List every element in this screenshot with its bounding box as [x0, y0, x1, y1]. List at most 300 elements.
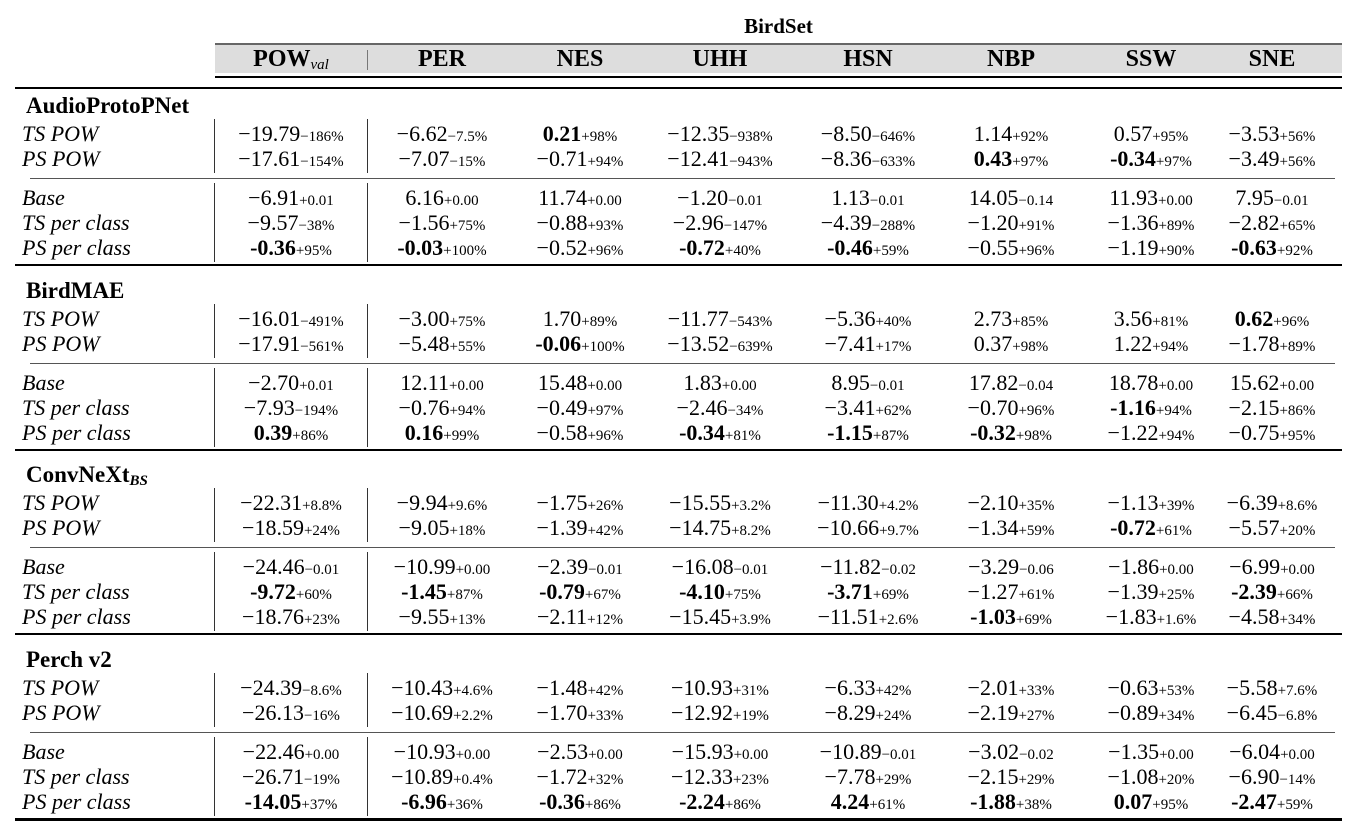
cell-value: −6.62: [396, 121, 448, 146]
cell-delta-subscript: +32%: [587, 772, 624, 788]
cell-value: −7.78: [824, 764, 876, 789]
cell-delta-subscript: +56%: [1279, 154, 1316, 170]
cell-value: −10.89: [819, 739, 882, 764]
cell-value: −6.04: [1229, 739, 1281, 764]
table-cell: [367, 235, 517, 264]
column-header-pow-val: [221, 45, 361, 73]
table-cell: [645, 331, 795, 360]
cell-delta-subscript: +89%: [1158, 218, 1195, 234]
cell-delta-subscript: +67%: [584, 587, 621, 603]
cell-value: −6.45: [1226, 700, 1278, 725]
cell-value: 3.56: [1113, 306, 1153, 331]
cell-value: −9.05: [398, 515, 450, 540]
column-header-nbp: [941, 45, 1081, 73]
cell-value: −8.50: [820, 121, 872, 146]
cell-delta-subscript: +0.00: [733, 747, 769, 763]
table-cell: [1197, 515, 1347, 544]
cell-value: −0.75: [1228, 420, 1280, 445]
cell-delta-subscript: +40%: [875, 314, 912, 330]
cell-value: -0.79: [539, 579, 585, 604]
cell-value: −5.57: [1228, 515, 1280, 540]
cell-value: −3.02: [968, 739, 1020, 764]
cell-value: −9.57: [247, 210, 299, 235]
cell-delta-subscript: +95%: [1152, 797, 1189, 813]
column-header-ssw: [1081, 45, 1221, 73]
table-cell: [216, 235, 366, 264]
column-separator: [214, 737, 215, 816]
table-cell: [505, 515, 655, 544]
cell-delta-subscript: +19%: [732, 708, 769, 724]
cell-delta-subscript: +7.6%: [1277, 683, 1318, 699]
cell-delta-subscript: +33%: [587, 708, 624, 724]
column-header-label: HSN: [843, 46, 893, 72]
cell-delta-subscript: +39%: [1158, 498, 1195, 514]
cell-value: −5.36: [824, 306, 876, 331]
table-cell: [645, 515, 795, 544]
cell-delta-subscript: +86%: [1279, 403, 1316, 419]
column-separator: [367, 552, 368, 631]
table-cell: [645, 789, 795, 818]
cell-value: 1.14: [973, 121, 1013, 146]
table-cell: [645, 700, 795, 729]
column-separator: [367, 488, 368, 542]
row-label: PS per class: [22, 604, 131, 629]
cell-value: -1.03: [970, 604, 1016, 629]
cell-value: −13.52: [667, 331, 730, 356]
cell-value: -0.34: [1110, 146, 1156, 171]
cell-delta-subscript: +69%: [872, 587, 909, 603]
cell-value: −4.58: [1228, 604, 1280, 629]
cell-delta-subscript: −14%: [1279, 772, 1316, 788]
table-cell: [1197, 604, 1347, 633]
cell-value: −18.76: [242, 604, 304, 629]
cell-delta-subscript: +20%: [1158, 772, 1195, 788]
column-header-uhh: [650, 45, 790, 73]
table-cell: [216, 700, 366, 729]
cell-delta-subscript: +59%: [1276, 797, 1313, 813]
table-cell: [1197, 331, 1347, 360]
table-cell: [793, 515, 943, 544]
table-cell: [505, 789, 655, 818]
column-header-hsn: [798, 45, 938, 73]
row-label: Base: [22, 185, 65, 210]
cell-delta-subscript: +94%: [1152, 339, 1189, 355]
model-name: ConvNeXt: [26, 462, 130, 487]
row-label: TS per class: [22, 395, 130, 420]
cell-delta-subscript: +86%: [724, 797, 761, 813]
cell-delta-subscript: −6.8%: [1277, 708, 1318, 724]
cell-value: −0.55: [967, 235, 1019, 260]
cell-value: −0.88: [536, 210, 588, 235]
cell-value: −3.53: [1228, 121, 1280, 146]
cell-value: -0.32: [970, 420, 1016, 445]
cell-delta-subscript: +9.7%: [879, 523, 919, 539]
cell-value: −1.75: [536, 490, 588, 515]
row-label: Base: [22, 739, 65, 764]
cell-delta-subscript: +42%: [875, 683, 912, 699]
group-rule: [15, 449, 1342, 451]
row-label: PS per class: [22, 235, 131, 260]
cell-delta-subscript: +0.00: [448, 378, 484, 394]
cell-value: −6.39: [1226, 490, 1278, 515]
table-cell: [367, 515, 517, 544]
cell-delta-subscript: −0.14: [1018, 193, 1054, 209]
cell-value: −2.46: [676, 395, 728, 420]
table-cell: [505, 700, 655, 729]
column-separator: [214, 304, 215, 358]
cell-delta-subscript: +62%: [875, 403, 912, 419]
table-cell: [505, 331, 655, 360]
cell-value: 6.16: [405, 185, 444, 210]
cell-value: -0.36: [250, 235, 296, 260]
cell-delta-subscript: +0.00: [1157, 193, 1193, 209]
row-label: PS per class: [22, 420, 131, 445]
table-cell: [367, 331, 517, 360]
cell-value: −1.48: [536, 675, 588, 700]
table-cell: [936, 146, 1086, 175]
table-title: BirdSet: [744, 14, 813, 38]
cell-delta-subscript: +56%: [1279, 129, 1316, 145]
model-name: AudioProtoPNet: [26, 93, 190, 118]
cell-delta-subscript: −16%: [303, 708, 340, 724]
table-cell: [216, 420, 366, 449]
cell-value: 14.05: [968, 185, 1019, 210]
cell-value: −2.82: [1228, 210, 1280, 235]
cell-delta-subscript: +9.6%: [447, 498, 488, 514]
cell-delta-subscript: −0.01: [1273, 193, 1309, 209]
cell-value: −6.90: [1228, 764, 1280, 789]
cell-value: −24.39: [240, 675, 303, 700]
cell-value: −5.58: [1226, 675, 1278, 700]
cell-value: 0.21: [542, 121, 582, 146]
cell-delta-subscript: −8.6%: [302, 683, 342, 699]
cell-value: −10.43: [391, 675, 454, 700]
table-cell: [645, 235, 795, 264]
cell-delta-subscript: +29%: [875, 772, 912, 788]
cell-delta-subscript: +31%: [732, 683, 769, 699]
cell-value: −1.13: [1107, 490, 1159, 515]
section-rule: [30, 178, 1335, 179]
cell-value: −12.33: [671, 764, 733, 789]
cell-value: -2.47: [1231, 789, 1277, 814]
row-label: Base: [22, 370, 65, 395]
cell-delta-subscript: +53%: [1158, 683, 1195, 699]
cell-delta-subscript: −186%: [300, 129, 344, 145]
cell-delta-subscript: −194%: [294, 403, 339, 419]
cell-delta-subscript: +55%: [449, 339, 486, 355]
cell-delta-subscript: +23%: [303, 612, 340, 628]
cell-delta-subscript: −646%: [871, 129, 916, 145]
row-label: TS per class: [22, 764, 130, 789]
cell-value: -0.36: [539, 789, 585, 814]
cell-delta-subscript: +95%: [295, 243, 332, 259]
cell-value: −7.93: [243, 395, 295, 420]
cell-value: −9.55: [398, 604, 450, 629]
row-label: PS POW: [22, 700, 100, 725]
table-cell: [216, 331, 366, 360]
cell-delta-subscript: −491%: [300, 314, 344, 330]
cell-delta-subscript: −543%: [728, 314, 773, 330]
cell-value: −0.71: [536, 146, 588, 171]
table-cell: [936, 235, 1086, 264]
column-separator: [214, 488, 215, 542]
cell-delta-subscript: +95%: [1279, 428, 1316, 444]
cell-delta-subscript: +18%: [449, 523, 486, 539]
cell-value: 7.95: [1235, 185, 1274, 210]
column-separator: [214, 183, 215, 262]
cell-value: −12.41: [667, 146, 730, 171]
cell-value: −26.71: [242, 764, 304, 789]
cell-value: 0.07: [1113, 789, 1153, 814]
cell-value: −0.76: [398, 395, 450, 420]
cell-value: 12.11: [400, 370, 449, 395]
cell-delta-subscript: +99%: [443, 428, 480, 444]
table-cell: [505, 604, 655, 633]
cell-value: 11.93: [1109, 185, 1158, 210]
cell-value: −1.27: [967, 579, 1019, 604]
cell-value: -1.45: [401, 579, 447, 604]
table-cell: [936, 604, 1086, 633]
cell-value: −11.77: [667, 306, 729, 331]
cell-value: −2.39: [537, 554, 589, 579]
table-cell: [367, 789, 517, 818]
cell-delta-subscript: +94%: [1158, 428, 1195, 444]
cell-delta-subscript: +97%: [587, 403, 624, 419]
cell-value: −11.82: [820, 554, 882, 579]
cell-value: −2.10: [967, 490, 1019, 515]
model-name: Perch v2: [26, 647, 112, 672]
cell-delta-subscript: −0.01: [733, 562, 769, 578]
column-header-per: [372, 45, 512, 73]
cell-value: −2.01: [967, 675, 1019, 700]
cell-value: −26.13: [242, 700, 304, 725]
cell-delta-subscript: +12%: [587, 612, 624, 628]
cell-delta-subscript: +4.6%: [453, 683, 493, 699]
cell-value: −18.59: [242, 515, 304, 540]
group-rule: [15, 633, 1342, 635]
column-separator: [214, 552, 215, 631]
cell-value: -6.96: [401, 789, 447, 814]
cell-value: -3.71: [827, 579, 873, 604]
cell-value: 17.82: [968, 370, 1019, 395]
model-group-title: [26, 93, 189, 119]
cell-delta-subscript: −0.01: [304, 562, 340, 578]
cell-delta-subscript: +3.2%: [731, 498, 771, 514]
cell-value: −1.19: [1107, 235, 1159, 260]
table-cell: [793, 235, 943, 264]
column-separator: [214, 673, 215, 727]
cell-delta-subscript: +94%: [1155, 403, 1192, 419]
cell-value: -0.46: [827, 235, 873, 260]
cell-value: −15.45: [669, 604, 732, 629]
cell-delta-subscript: +3.9%: [731, 612, 771, 628]
cell-value: −1.83: [1105, 604, 1157, 629]
cell-value: −3.41: [824, 395, 876, 420]
table-cell: [367, 700, 517, 729]
cell-value: −2.11: [536, 604, 588, 629]
cell-delta-subscript: +60%: [295, 587, 332, 603]
cell-value: −1.34: [967, 515, 1019, 540]
cell-value: 15.48: [537, 370, 588, 395]
table-cell: [793, 331, 943, 360]
cell-delta-subscript: +100%: [581, 339, 625, 355]
cell-delta-subscript: +91%: [1018, 218, 1055, 234]
cell-value: −8.29: [824, 700, 876, 725]
cell-delta-subscript: +94%: [449, 403, 486, 419]
table-cell: [793, 604, 943, 633]
header-bottom-rule: [215, 76, 1342, 78]
cell-value: −22.31: [240, 490, 303, 515]
cell-delta-subscript: +94%: [587, 154, 624, 170]
cell-delta-subscript: −19%: [303, 772, 340, 788]
column-header-sne: [1202, 45, 1342, 73]
cell-delta-subscript: +8.8%: [302, 498, 342, 514]
cell-delta-subscript: −154%: [300, 154, 344, 170]
model-group-title: [26, 647, 112, 673]
cell-value: −15.93: [671, 739, 734, 764]
cell-delta-subscript: +59%: [872, 243, 909, 259]
cell-delta-subscript: +75%: [724, 587, 761, 603]
cell-value: -2.39: [1231, 579, 1277, 604]
cell-value: -1.16: [1110, 395, 1156, 420]
cell-value: −11.30: [817, 490, 879, 515]
cell-delta-subscript: +97%: [1012, 154, 1049, 170]
cell-value: −17.61: [238, 146, 301, 171]
cell-value: -0.72: [679, 235, 725, 260]
header-divider: [367, 50, 368, 70]
cell-delta-subscript: +42%: [587, 523, 624, 539]
cell-value: 4.24: [830, 789, 870, 814]
table-cell: [216, 146, 366, 175]
table-cell: [936, 789, 1086, 818]
cell-value: −10.66: [817, 515, 880, 540]
cell-value: 18.78: [1108, 370, 1159, 395]
cell-delta-subscript: −0.06: [1019, 562, 1054, 578]
cell-delta-subscript: +100%: [443, 243, 487, 259]
table-cell: [936, 515, 1086, 544]
cell-value: -0.72: [1110, 515, 1156, 540]
cell-delta-subscript: −34%: [727, 403, 764, 419]
cell-value: 0.16: [404, 420, 444, 445]
cell-value: −10.99: [393, 554, 456, 579]
cell-value: 1.22: [1113, 331, 1153, 356]
section-rule: [30, 732, 1335, 733]
cell-delta-subscript: +96%: [1273, 314, 1310, 330]
cell-value: −2.53: [537, 739, 589, 764]
cell-delta-subscript: +95%: [1152, 129, 1189, 145]
cell-delta-subscript: +75%: [449, 314, 486, 330]
cell-value: −1.35: [1108, 739, 1160, 764]
cell-delta-subscript: +75%: [449, 218, 486, 234]
cell-value: −1.78: [1228, 331, 1280, 356]
cell-value: −3.00: [398, 306, 450, 331]
column-header-label: NBP: [987, 46, 1035, 72]
cell-value: 1.83: [683, 370, 722, 395]
column-header-label: SSW: [1125, 46, 1177, 72]
cell-value: −4.39: [820, 210, 872, 235]
cell-delta-subscript: +86%: [584, 797, 621, 813]
cell-value: −0.63: [1107, 675, 1159, 700]
cell-delta-subscript: +29%: [1018, 772, 1055, 788]
table-cell: [1197, 235, 1347, 264]
table-cell: [505, 235, 655, 264]
cell-value: −1.20: [967, 210, 1019, 235]
column-header-label: POW: [253, 46, 311, 72]
cell-delta-subscript: +26%: [587, 498, 624, 514]
table-cell: [367, 420, 517, 449]
cell-delta-subscript: +24%: [303, 523, 340, 539]
cell-value: -1.88: [970, 789, 1016, 814]
cell-delta-subscript: +36%: [446, 797, 483, 813]
cell-value: −11.51: [817, 604, 879, 629]
cell-delta-subscript: +2.6%: [878, 612, 919, 628]
row-label: PS POW: [22, 331, 100, 356]
model-name-subscript: BS: [129, 473, 148, 489]
cell-delta-subscript: +81%: [1152, 314, 1189, 330]
cell-delta-subscript: +0.00: [1280, 747, 1315, 763]
cell-value: 0.43: [973, 146, 1013, 171]
cell-delta-subscript: +92%: [1276, 243, 1313, 259]
cell-delta-subscript: +0.00: [588, 747, 623, 763]
cell-delta-subscript: +0.00: [1280, 562, 1315, 578]
row-label: PS per class: [22, 789, 131, 814]
cell-value: 8.95: [831, 370, 870, 395]
cell-delta-subscript: +59%: [1018, 523, 1055, 539]
cell-delta-subscript: +81%: [724, 428, 761, 444]
row-label: PS POW: [22, 146, 100, 171]
cell-value: −12.35: [667, 121, 730, 146]
cell-value: −10.93: [393, 739, 456, 764]
row-label: TS per class: [22, 210, 130, 235]
table-cell: [505, 420, 655, 449]
cell-delta-subscript: +40%: [724, 243, 761, 259]
column-separator: [214, 368, 215, 447]
cell-delta-subscript: +1.6%: [1156, 612, 1197, 628]
table-cell: [216, 789, 366, 818]
cell-value: 0.37: [973, 331, 1013, 356]
cell-value: −6.99: [1229, 554, 1281, 579]
cell-value: −2.15: [1228, 395, 1280, 420]
cell-delta-subscript: +96%: [587, 428, 624, 444]
cell-delta-subscript: −288%: [871, 218, 916, 234]
cell-value: −0.89: [1107, 700, 1159, 725]
cell-value: −8.36: [820, 146, 872, 171]
cell-delta-subscript: +17%: [875, 339, 912, 355]
cell-delta-subscript: +98%: [1015, 428, 1052, 444]
cell-value: −16.01: [238, 306, 301, 331]
cell-delta-subscript: −0.01: [588, 562, 623, 578]
cell-delta-subscript: −938%: [729, 129, 773, 145]
cell-value: −1.86: [1108, 554, 1160, 579]
cell-delta-subscript: +0.00: [586, 193, 622, 209]
row-label: TS POW: [22, 121, 99, 146]
cell-delta-subscript: +0.00: [1279, 378, 1315, 394]
cell-value: −12.92: [671, 700, 733, 725]
cell-delta-subscript: +96%: [1018, 243, 1055, 259]
cell-value: −0.52: [536, 235, 588, 260]
cell-delta-subscript: +33%: [1018, 683, 1055, 699]
row-label: TS POW: [22, 306, 99, 331]
cell-delta-subscript: +96%: [1018, 403, 1055, 419]
cell-delta-subscript: +38%: [1015, 797, 1052, 813]
table-cell: [1197, 700, 1347, 729]
cell-value: 0.57: [1113, 121, 1153, 146]
cell-delta-subscript: +0.00: [721, 378, 757, 394]
cell-value: -2.24: [679, 789, 725, 814]
cell-delta-subscript: +8.6%: [1277, 498, 1318, 514]
row-label: TS POW: [22, 490, 99, 515]
cell-delta-subscript: +98%: [1012, 339, 1049, 355]
